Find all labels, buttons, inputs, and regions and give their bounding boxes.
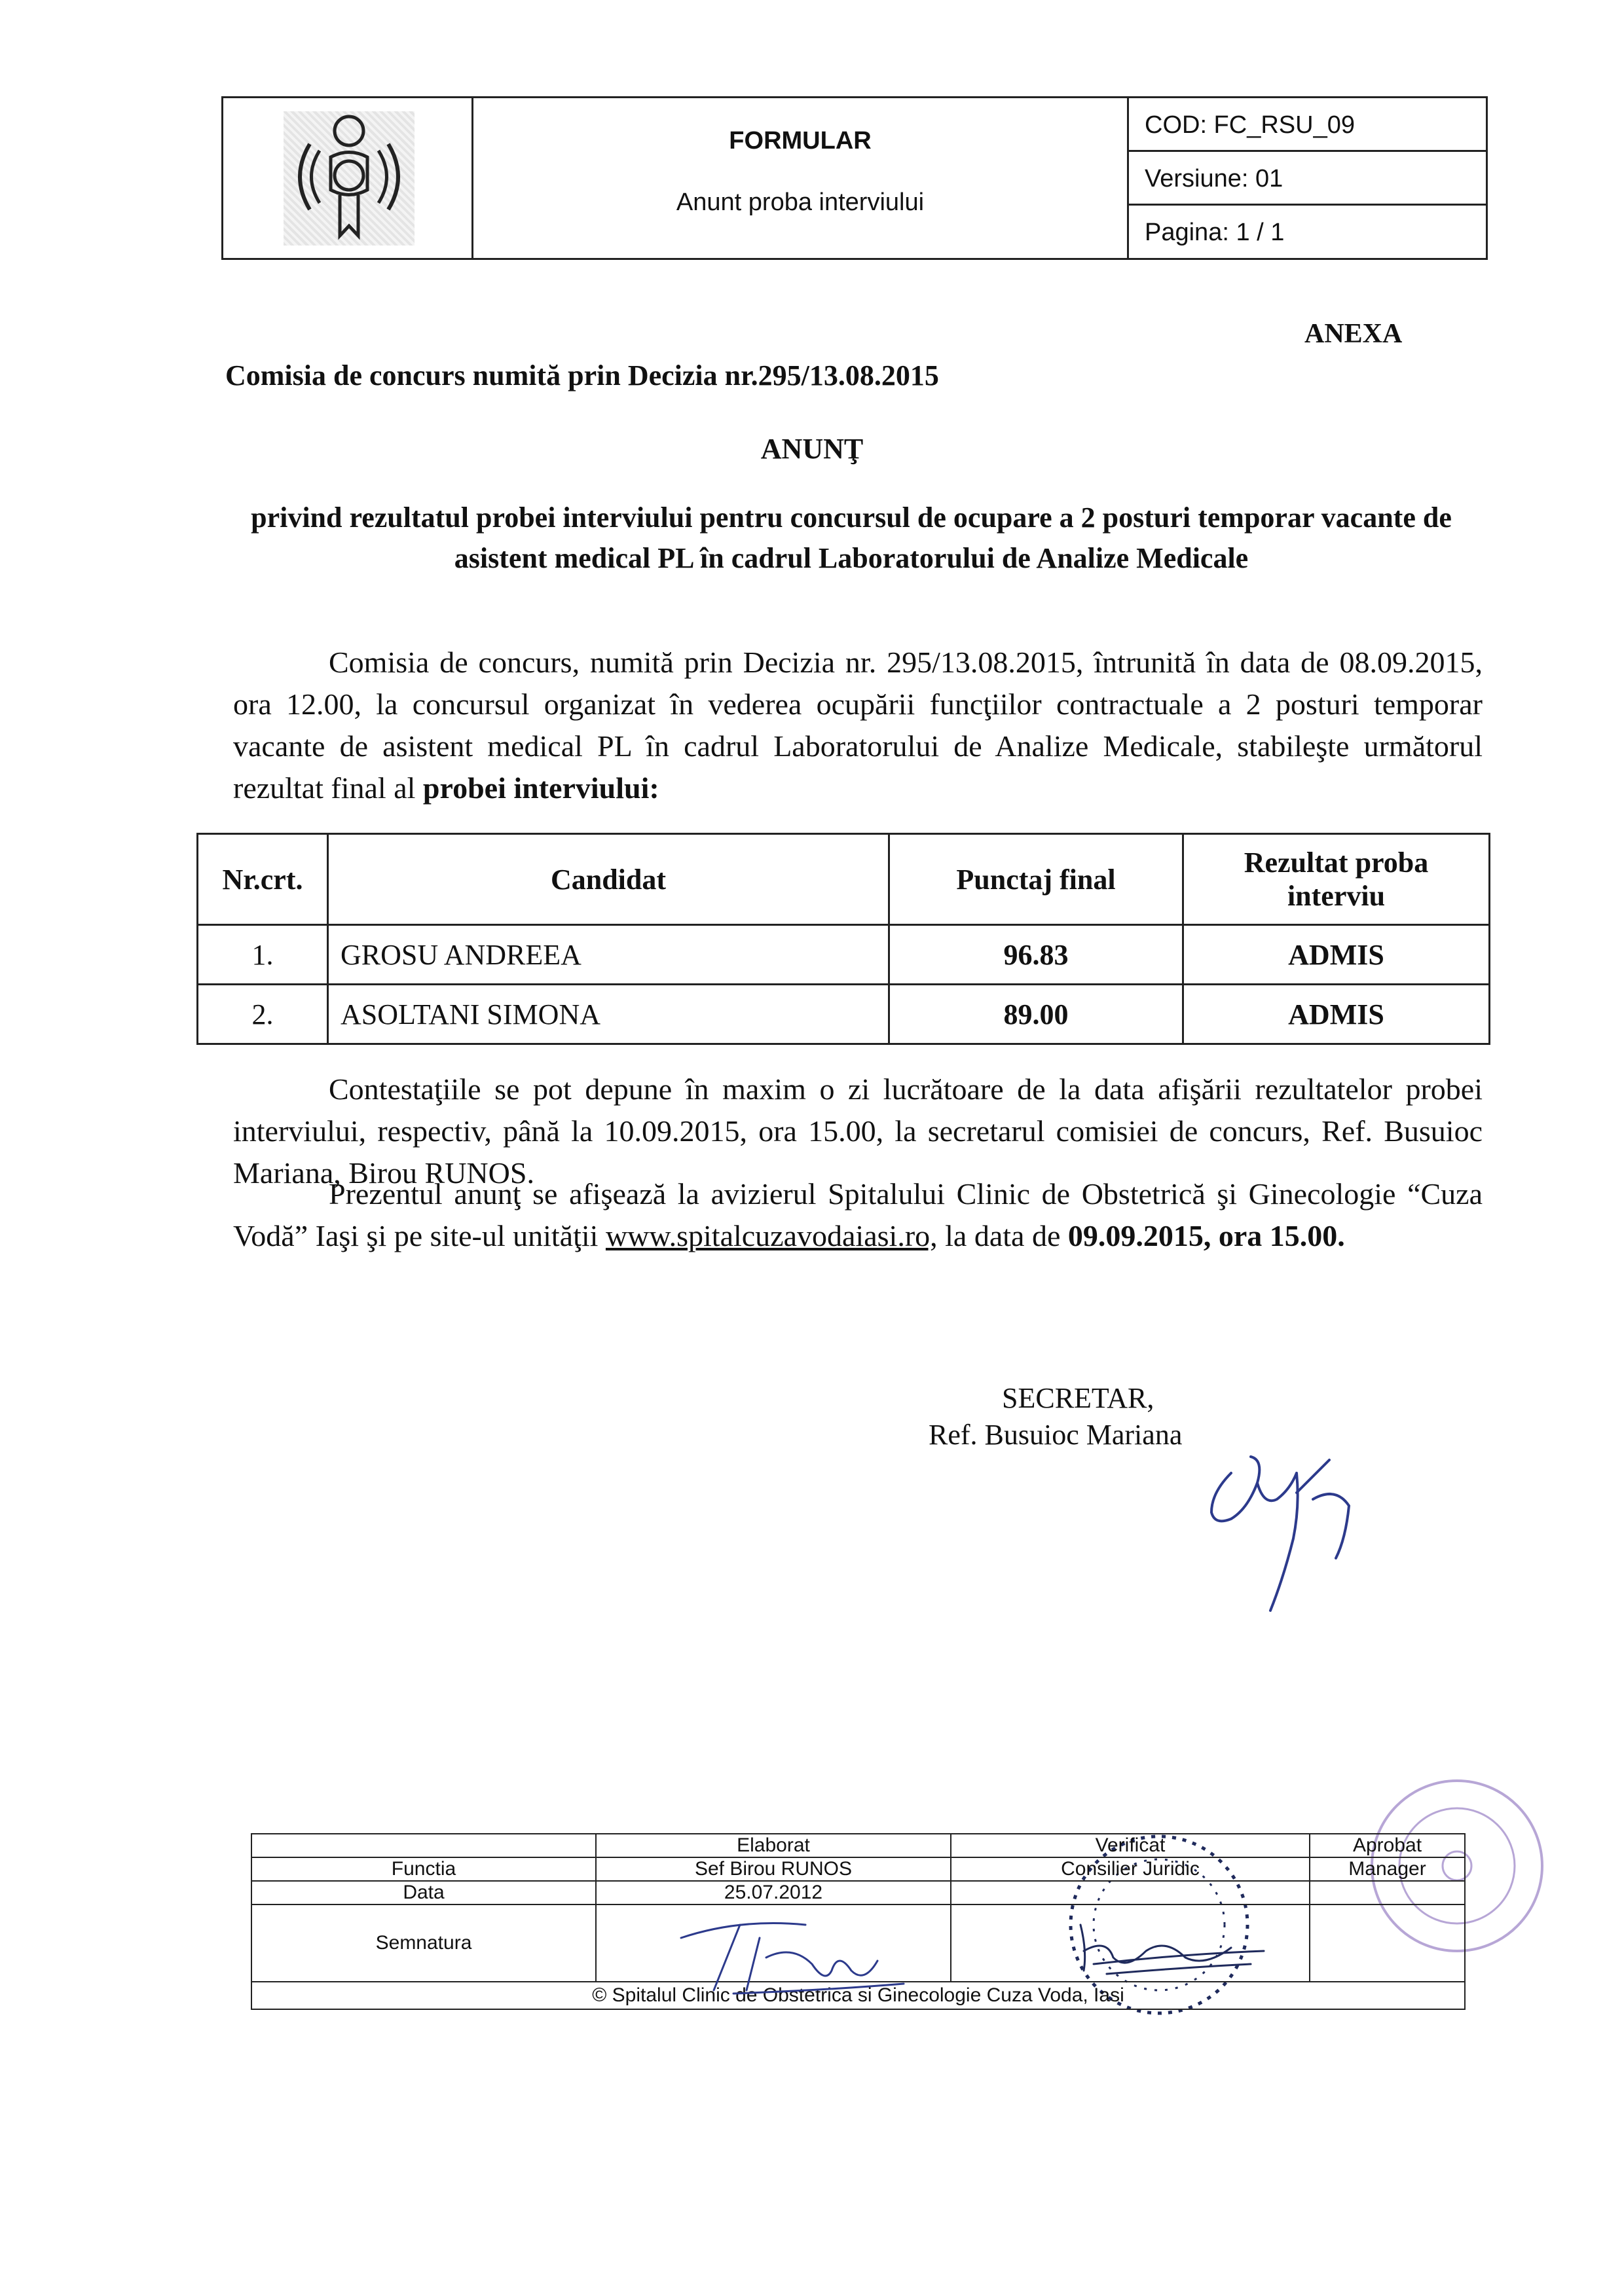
secretary-signature-icon [1185,1421,1369,1617]
form-subtitle: Anunt proba interviului [676,189,925,216]
form-page: Pagina: 1 / 1 [1145,219,1285,246]
row-candidate: ASOLTANI SIMONA [328,985,889,1044]
notice-text: Prezentul anunţ se afişează la avizierul Spitalului Clinic de Obstetrică şi Ginecologie “Cuza Vodă” Iaşi şi pe site-ul unităţii [233,1177,1483,1252]
intro-paragraph [233,642,1483,809]
row-result: ADMIS [1183,925,1490,985]
intro-bold: probei interviului: [422,771,659,805]
row-result: ADMIS [1183,985,1490,1044]
annex-label: ANEXA [1304,319,1403,349]
hospital-logo-icon [284,111,415,246]
header-score: Punctaj final [889,834,1183,925]
form-version: Versiune: 01 [1129,152,1486,206]
table-row [198,985,1490,1044]
verified-header: Verificat [951,1834,1310,1857]
row-candidate: GROSU ANDREEA [328,925,889,985]
signature-approved [1310,1904,1465,1982]
date-elaborated: 25.07.2012 [596,1881,951,1904]
verifier-signature-icon [1067,1912,1270,1984]
elaborator-signature-icon [661,1899,923,1997]
results-table [196,833,1490,1045]
announcement-title: ANUNŢ [760,433,864,465]
function-verified: Consilier Juridic [951,1857,1310,1881]
form-meta-cell [1129,98,1486,258]
results-header-row [198,834,1490,925]
row-score: 96.83 [889,925,1183,985]
function-elaborated: Sef Birou RUNOS [596,1857,951,1881]
date-approved [1310,1881,1465,1904]
copyright-text: © Spitalul Clinic de Obstetrica si Ginecologie Cuza Voda, Iasi [251,1982,1465,2009]
header-candidate: Candidat [328,834,889,925]
approved-header: Aprobat [1310,1834,1465,1857]
website-link[interactable]: www.spitalcuzavodaiasi.ro, [605,1219,938,1252]
header-result: Rezultat proba interviu [1183,834,1490,925]
notice-paragraph [233,1173,1483,1257]
function-row [251,1857,1465,1881]
elaborated-header: Elaborat [596,1834,951,1857]
form-code: COD: FC_RSU_09 [1129,98,1486,152]
function-label: Functia [251,1857,596,1881]
signature-label: Semnatura [251,1904,596,1982]
logo-cell [223,98,473,258]
notice-date: 09.09.2015, ora 15.00. [1067,1219,1345,1252]
row-nr: 1. [198,925,328,985]
row-score: 89.00 [889,985,1183,1044]
header-nr: Nr.crt. [198,834,328,925]
table-row [198,925,1490,985]
commission-heading: Comisia de concurs numită prin Decizia nr.295/13.08.2015 [225,359,939,392]
function-approved: Manager [1310,1857,1465,1881]
date-label: Data [251,1881,596,1904]
form-title: FORMULAR [729,127,872,155]
announcement-subject: privind rezultatul probei interviului pentru concursul de ocupare a 2 posturi temporar vacante de asistent medical PL în cadrul Laboratorului de Analize Medicale [251,501,1452,574]
secretary-name: Ref. Busuioc Mariana [929,1419,1183,1451]
empty-cell [251,1834,596,1857]
intro-text: Comisia de concurs, numită prin Decizia nr. 295/13.08.2015, întrunită în data de 08.09.2015, ora 12.00, la concursul organizat în vederea ocupării funcţiilor contractuale a 2 posturi temporar vacante de asistent medical PL în cadrul Laboratorului de Analize Medicale, stabileşte următorul rezultat final al [233,646,1483,805]
row-nr: 2. [198,985,328,1044]
approval-header-row [251,1834,1465,1857]
contestations-text: Contestaţiile se pot depune în maxim o zi lucrătoare de la data afişării rezultatelor probei interviului, respectiv, până la 10.09.2015, ora 15.00, la secretarul comisiei de concurs, Ref. Busuioc Mariana, Birou RUNOS. [233,1072,1483,1190]
date-verified [951,1881,1310,1904]
form-title-cell [473,98,1129,258]
secretary-role: SECRETAR, [1002,1382,1154,1414]
form-header [221,96,1488,260]
notice-text-mid: la data de [937,1219,1068,1252]
